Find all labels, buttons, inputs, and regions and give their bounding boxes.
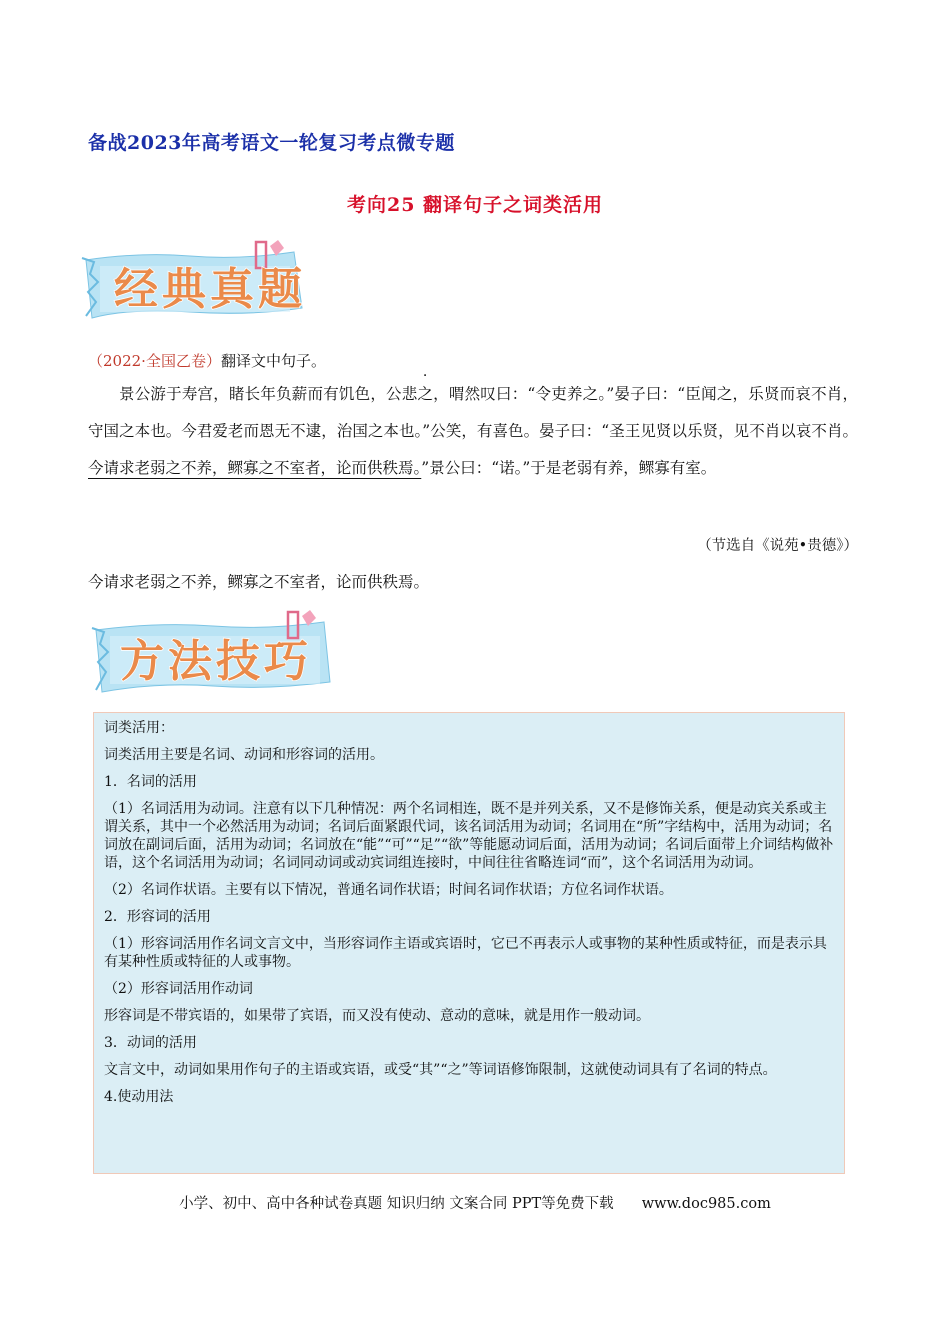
page-footer: [0, 1192, 950, 1213]
method-line: 词类活用主要是名词、动词和形容词的活用。: [104, 747, 384, 763]
classic-questions-banner: [80, 238, 310, 328]
classic-banner-label: 经典真题: [114, 264, 306, 315]
method-line: 2．形容词的活用: [104, 909, 211, 925]
method-line: （2）形容词活用作动词: [104, 981, 253, 997]
method-line: 1．名词的活用: [104, 774, 197, 790]
method-line: 3．动词的活用: [104, 1035, 197, 1051]
question-instruction: 翻译文中句子。: [220, 352, 326, 370]
passage-part-1: 景公游于寿宫，睹长年负薪而有饥色，公: [119, 385, 402, 403]
page-title: 考向25 翻译句子之词类活用: [346, 194, 604, 216]
method-tips-box: [93, 712, 845, 1174]
method-line: （1）名词活用为动词。注意有以下几种情况：两个名词相连，既不是并列关系，又不是修饰关系，便是动宾关系或主谓关系，其中一个必然活用为动词；名词后面紧跟代词，该名词活用为动词；名词用在“所”字结构中，活用为动词；名词放在副词后面，活用为动词；名词放在“能”“可”“足”“欲”等能愿动词后面，活用为动词；名词后面带上介词结构做补语，这个名词活用为动词；名词同动词或动宾词组连接时，中间往往省略连词“而”，这个名词活用为动词。: [104, 801, 834, 871]
method-line: 词类活用：: [104, 720, 174, 736]
task-sentence: 今请求老弱之不养，鳏寡之不室者，论而供秩焉。: [88, 573, 430, 591]
passage-part-2: 之，喟然叹曰：“令吏养之。”晏子曰：“臣闻之，乐贤而哀不肖，守国之本也。今君爱老而恩无不逮，治国之本也。”公笑，有喜色。晏子曰：“圣王见贤以乐贤，见不肖以哀不肖。: [88, 385, 858, 440]
method-line: 形容词是不带宾语的，如果带了宾语，而又没有使动、意动的意味，就是用作一般动词。: [104, 1008, 650, 1024]
method-banner-label: 方法技巧: [120, 636, 312, 687]
method-tips-banner: [88, 610, 338, 702]
footer-url[interactable]: www.doc985.com: [641, 1196, 771, 1212]
method-line: （1）形容词活用作名词文言文中，当形容词作主语或宾语时，它已不再表示人或事物的某种性质或特征，而是表示具有某种性质或特征的人或事物。: [104, 936, 827, 970]
underlined-sentence: 今请求老弱之不养，鳏寡之不室者，论而供秩焉。: [88, 459, 422, 477]
passage-part-3: ”景公曰：“诺。”于是老弱有养，鳏寡有室。: [421, 459, 717, 477]
classical-passage: [88, 376, 858, 487]
method-line: 4.使动用法: [104, 1089, 174, 1105]
method-line: （2）名词作状语。主要有以下情况，普通名词作状语；时间名词作状语；方位名词作状语。: [104, 882, 673, 898]
question-source: （2022·全国乙卷）: [88, 352, 221, 370]
dotted-emphasis-char: 悲: [401, 385, 418, 403]
question-source-line: [88, 350, 326, 371]
passage-citation: （节选自《说苑•贵德》）: [697, 538, 858, 554]
series-title: 备战2023年高考语文一轮复习考点微专题: [88, 132, 455, 154]
footer-text: 小学、初中、高中各种试卷真题 知识归纳 文案合同 PPT等免费下载: [179, 1196, 614, 1212]
method-line: 文言文中，动词如果用作句子的主语或宾语，或受“其”“之”等词语修饰限制，这就使动词具有了名词的特点。: [104, 1062, 777, 1078]
